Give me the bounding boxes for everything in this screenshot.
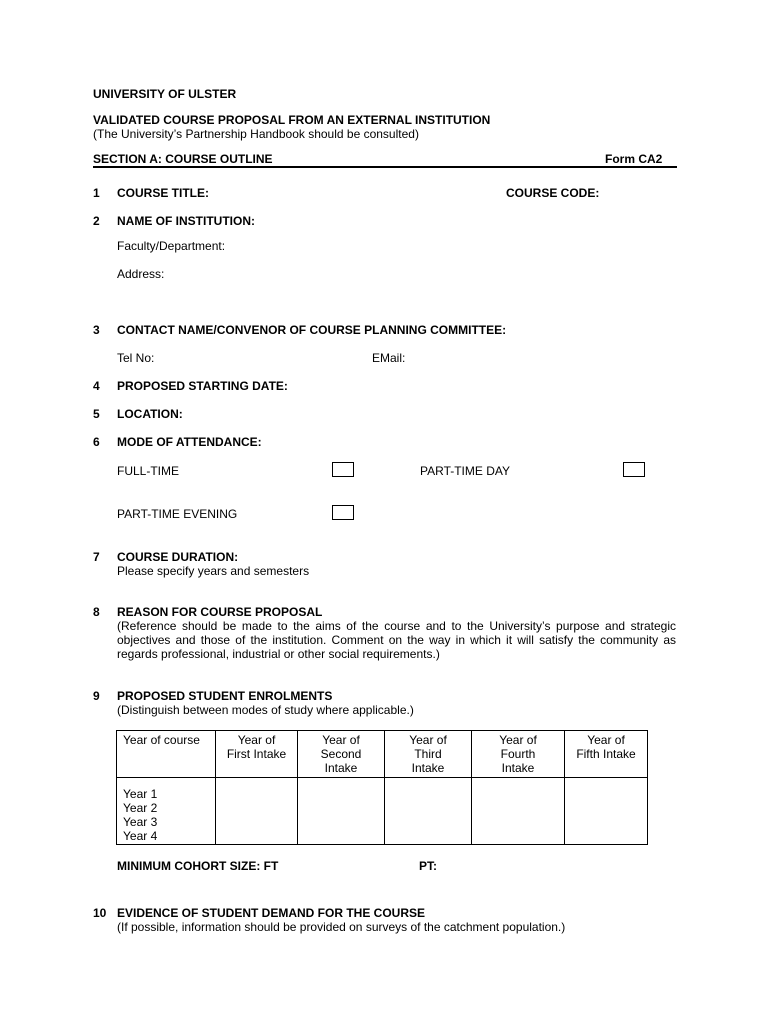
header-fourth-intake: Year of Fourth Intake: [472, 731, 565, 778]
course-title-label: COURSE TITLE:: [117, 186, 209, 200]
fifth-intake-cell[interactable]: [565, 778, 648, 845]
item-number-4: 4: [93, 379, 100, 393]
evidence-note: (If possible, information should be provided on surveys of the catchment population.): [117, 920, 566, 934]
duration-note: Please specify years and semesters: [117, 564, 310, 578]
pt-label: PT:: [419, 859, 437, 873]
item-number-6: 6: [93, 435, 100, 449]
part-time-evening-label: PART-TIME EVENING: [117, 507, 238, 521]
item-number-8: 8: [93, 605, 100, 619]
tel-label: Tel No:: [117, 351, 155, 365]
section-rule: [93, 166, 677, 168]
header-first-intake: Year of First Intake: [216, 731, 298, 778]
first-intake-cell[interactable]: [216, 778, 298, 845]
second-intake-cell[interactable]: [298, 778, 385, 845]
enrolment-header-row: [117, 731, 648, 778]
header-year-of-course: Year of course: [117, 731, 216, 778]
item-number-10: 10: [93, 906, 107, 920]
item-number-9: 9: [93, 689, 100, 703]
year-list-cell: Year 1 Year 2 Year 3 Year 4: [117, 778, 216, 845]
starting-date-label: PROPOSED STARTING DATE:: [117, 379, 288, 393]
min-cohort-label: MINIMUM COHORT SIZE: FT: [117, 859, 279, 873]
document-title: VALIDATED COURSE PROPOSAL FROM AN EXTERNAL INSTITUTION: [93, 113, 491, 127]
part-time-day-checkbox[interactable]: [623, 462, 645, 477]
faculty-label: Faculty/Department:: [117, 239, 226, 253]
enrolment-table: [116, 730, 648, 845]
part-time-day-label: PART-TIME DAY: [420, 464, 511, 478]
enrolments-label: PROPOSED STUDENT ENROLMENTS: [117, 689, 333, 703]
item-number-1: 1: [93, 186, 100, 200]
table-row: [117, 778, 648, 845]
item-number-7: 7: [93, 550, 100, 564]
address-label: Address:: [117, 267, 165, 281]
attendance-label: MODE OF ATTENDANCE:: [117, 435, 262, 449]
course-code-label: COURSE CODE:: [506, 186, 600, 200]
part-time-evening-checkbox[interactable]: [332, 505, 354, 520]
institution-label: NAME OF INSTITUTION:: [117, 214, 255, 228]
email-label: EMail:: [372, 351, 406, 365]
item-number-2: 2: [93, 214, 100, 228]
form-code: Form CA2: [605, 152, 663, 166]
header-third-intake: Year of Third Intake: [385, 731, 472, 778]
full-time-label: FULL-TIME: [117, 464, 180, 478]
duration-label: COURSE DURATION:: [117, 550, 239, 564]
header-fifth-intake: Year of Fifth Intake: [565, 731, 648, 778]
header-second-intake: Year of Second Intake: [298, 731, 385, 778]
document-subtitle: (The University’s Partnership Handbook should be consulted): [93, 127, 419, 141]
enrolments-note: (Distinguish between modes of study where applicable.): [117, 703, 414, 717]
contact-label: CONTACT NAME/CONVENOR OF COURSE PLANNING COMMITTEE:: [117, 323, 507, 337]
evidence-label: EVIDENCE OF STUDENT DEMAND FOR THE COURSE: [117, 906, 426, 920]
item-number-5: 5: [93, 407, 100, 421]
item-number-3: 3: [93, 323, 100, 337]
full-time-checkbox[interactable]: [332, 462, 354, 477]
section-heading: SECTION A: COURSE OUTLINE: [93, 152, 273, 166]
reason-note: (Reference should be made to the aims of the course and to the University’s purpose and strategic objectives and those of the institution. Comment on the way in which it will satisfy the community as regards professional, industrial or other social requirements.): [117, 619, 676, 661]
third-intake-cell[interactable]: [385, 778, 472, 845]
fourth-intake-cell[interactable]: [472, 778, 565, 845]
reason-label: REASON FOR COURSE PROPOSAL: [117, 605, 323, 619]
location-label: LOCATION:: [117, 407, 183, 421]
university-name: UNIVERSITY OF ULSTER: [93, 87, 237, 101]
